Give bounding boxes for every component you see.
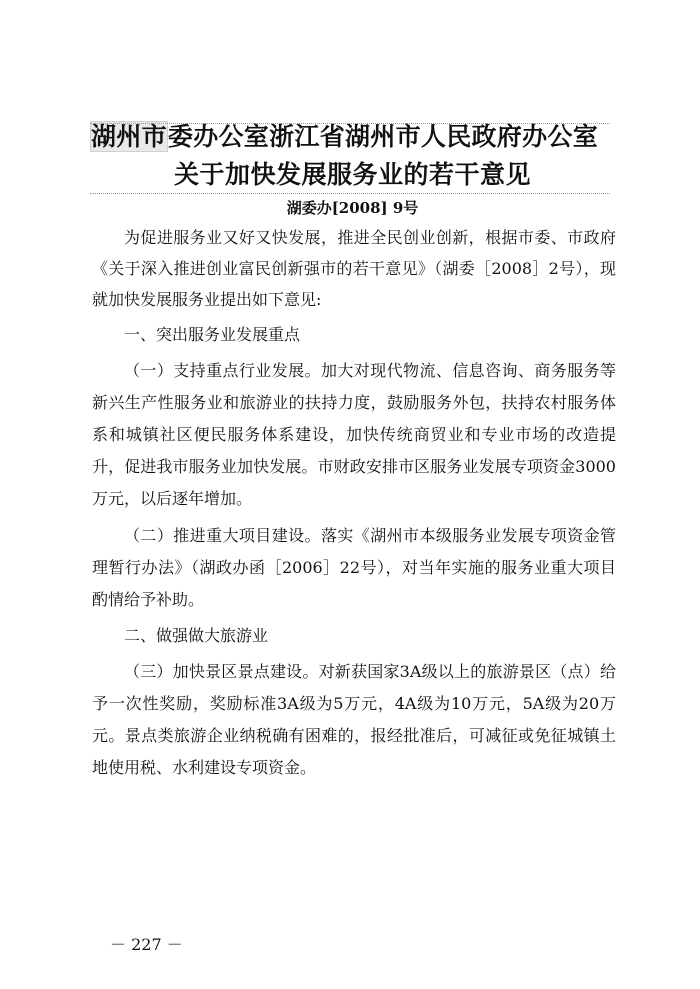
document-body xyxy=(92,222,616,784)
item-2-paragraph: （二）推进重大项目建设。落实《湖州市本级服务业发展专项资金管理暂行办法》（湖政办函［2006］22号），对当年实施的服务业重大项目酌情给予补助。 xyxy=(92,526,616,609)
document-number: 湖委办[2008] 9号 xyxy=(286,199,419,217)
top-dotted-rule xyxy=(90,123,610,124)
title-dotted-rule xyxy=(90,193,610,194)
title-line-1-text: 委办公室浙江省湖州市人民政府办公室 xyxy=(167,122,599,151)
document-title xyxy=(90,118,615,194)
section-heading-2: 二、做强做大旅游业 xyxy=(124,626,269,645)
page-number: － 227 － xyxy=(110,935,183,954)
title-highlight: 湖州市 xyxy=(91,122,167,151)
item-3-paragraph: （三）加快景区景点建设。对新获国家3A级以上的旅游景区（点）给予一次性奖励，奖励标准3A级为5万元，4A级为10万元，5A级为20万元。景点类旅游企业纳税确有困难的，报经批准后，可减征或免征城镇土地使用税、水利建设专项资金。 xyxy=(92,662,616,777)
item-1-paragraph: （一）支持重点行业发展。加大对现代物流、信息咨询、商务服务等新兴生产性服务业和旅游业的扶持力度，鼓励服务外包，扶持农村服务体系和城镇社区便民服务体系建设，加快传统商贸业和专业市场的改造提升，促进我市服务业加快发展。市财政安排市区服务业发展专项资金3000万元，以后逐年增加。 xyxy=(92,361,616,508)
intro-paragraph: 为促进服务业又好又快发展，推进全民创业创新，根据市委、市政府《关于深入推进创业富民创新强市的若干意见》（湖委［2008］2号），现就加快发展服务业提出如下意见: xyxy=(92,228,616,309)
title-line-2: 关于加快发展服务业的若干意见 xyxy=(173,160,531,189)
section-heading-1: 一、突出服务业发展重点 xyxy=(124,325,301,344)
